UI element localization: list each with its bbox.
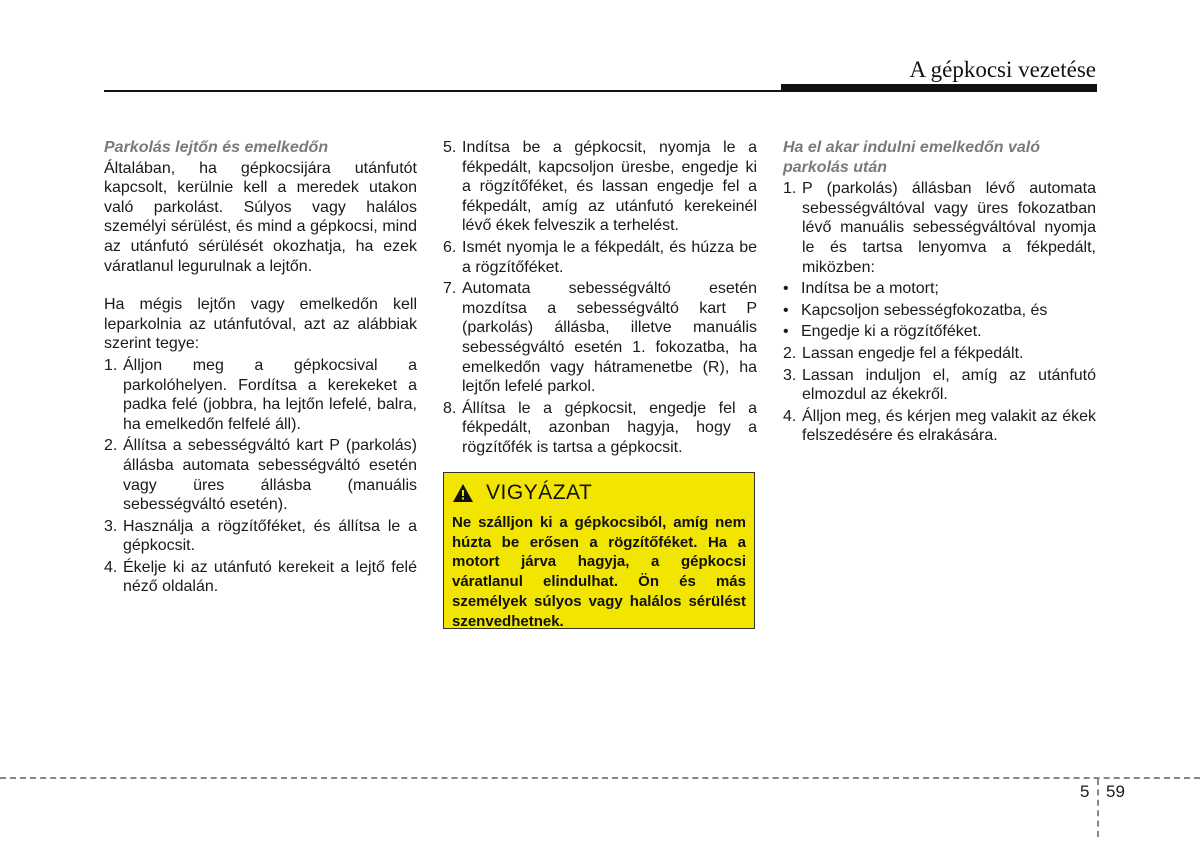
paragraph: Általában, ha gépkocsijára utánfutót kapcsolt, kerülnie kell a meredek utakon való parkolást. Súlyos vagy halálos személyi sérülést, és mind a gépkocsi, mind az utánfutó sérülését okozhatja, ha ezek váratlanul legurulnak a lejtőn.: [104, 159, 417, 275]
list-text: Indítsa be a gépkocsit, nyomja le a fékpedált, kapcsoljon üresbe, engedje ki a rögzítőféket, és lassan engedje fel a fékpedált, amíg az utánfutó kerekeinél lévő ékek felveszik a terhelést.: [462, 139, 757, 235]
list-number: 6.: [443, 238, 457, 256]
list-text: Állítsa a sebességváltó kart P (parkolás) állásba automata sebességváltó esetén vagy üres állásba (manuális sebességváltó esetén).: [123, 437, 417, 514]
list-number: 7.: [443, 280, 457, 298]
list-item: [104, 558, 417, 597]
list-text: Kapcsoljon sebességfokozatba, és: [801, 301, 1048, 319]
list-item: [443, 238, 757, 277]
page-number: 59: [1106, 782, 1125, 801]
column-left: [104, 138, 417, 597]
list-number: 4.: [104, 558, 118, 576]
list-item: [783, 407, 1096, 446]
list-text: Állítsa le a gépkocsit, engedje fel a fékpedált, azonban hagyja, hogy a rögzítőfék is tartsa a gépkocsit.: [462, 399, 757, 456]
paragraph: Ha mégis lejtőn vagy emelkedőn kell leparkolnia az utánfutóval, azt az alábbiak szerint tegye:: [104, 296, 417, 353]
list-text: P (parkolás) állásban lévő automata sebességváltóval vagy üres fokozatban lévő manuális sebességváltóval nyomja le és tartsa lenyomva a fékpedált, miközben:: [802, 180, 1096, 276]
list-number: 2.: [783, 344, 797, 362]
page-header-title: A gépkocsi vezetése: [909, 57, 1096, 82]
list-number: 3.: [104, 517, 118, 535]
column-middle: [443, 138, 757, 458]
warning-box: [443, 472, 755, 629]
list-item: [104, 356, 417, 434]
list-text: Álljon meg, és kérjen meg valakit az ékek felszedésére és elrakására.: [802, 407, 1096, 445]
footer-divider: [0, 777, 1200, 779]
list-number: 4.: [783, 407, 797, 425]
list-text: Automata sebességváltó esetén mozdítsa a sebességváltó kart P (parkolás) állásba, illetve manuális sebességváltó esetén 1. fokozatba, ha emelkedőn vagy hátramenetbe (R), ha lejtőn lefelé parkol.: [462, 280, 757, 396]
list-item: [104, 436, 417, 514]
list-number: 1.: [104, 356, 118, 374]
warning-header: [452, 479, 746, 507]
section-subheading: Parkolás lejtőn és emelkedőn: [104, 139, 329, 156]
list-item: [104, 517, 417, 556]
list-item: [443, 279, 757, 397]
list-number: 8.: [443, 399, 457, 417]
warning-text: Ne szálljon ki a gépkocsiból, amíg nem húzta be erősen a rögzítőféket. Ha a motort járva hagyja, a gépkocsi váratlanul elindulhat. Ön és más személyek súlyos vagy halálos sérülést szenvedhetnek.: [452, 514, 746, 630]
list-number: 5.: [443, 139, 457, 156]
list-text: Lassan induljon el, amíg az utánfutó elmozdul az ékekről.: [802, 366, 1096, 404]
list-text: Használja a rögzítőféket, és állítsa le a gépkocsit.: [123, 517, 417, 555]
list-item: [783, 179, 1096, 277]
list-number: 2.: [104, 437, 118, 455]
list-item: [783, 344, 1096, 364]
list-text: Indítsa be a motort;: [801, 280, 939, 298]
list-text: Ékelje ki az utánfutó kerekeit a lejtő felé néző oldalán.: [123, 558, 417, 596]
bullet-mark: •: [783, 323, 789, 341]
list-text: Engedje ki a rögzítőféket.: [801, 323, 982, 341]
warning-triangle-icon: [452, 483, 474, 503]
bullet-mark: •: [783, 280, 789, 298]
list-number: 3.: [783, 366, 797, 384]
warning-title: VIGYÁZAT: [486, 481, 593, 504]
section-subheading: Ha el akar indulni emelkedőn való parkolás után: [783, 139, 1040, 176]
bullet-mark: •: [783, 301, 789, 319]
list-item: [443, 399, 757, 458]
header-rule-accent: [781, 84, 1097, 92]
numbered-list: [443, 138, 757, 458]
list-number: 1.: [783, 180, 797, 198]
list-text: Álljon meg a gépkocsival a parkolóhelyen. Fordítsa a kerekeket a padka felé (jobbra, ha lejtőn lefelé, balra, ha emelkedőn felfelé áll).: [123, 356, 417, 433]
numbered-list: [783, 179, 1096, 446]
column-right: [783, 138, 1096, 446]
bullet-item: [783, 279, 1096, 299]
numbered-list: [104, 356, 417, 597]
chapter-number: 5: [1080, 782, 1090, 801]
bullet-item: [783, 322, 1096, 342]
list-item: [783, 366, 1096, 405]
list-text: Lassan engedje fel a fékpedált.: [802, 344, 1024, 362]
bullet-item: [783, 301, 1096, 321]
list-item: [443, 138, 757, 236]
footer-page-separator: [1097, 779, 1099, 837]
list-text: Ismét nyomja le a fékpedált, és húzza be a rögzítőféket.: [462, 238, 757, 276]
